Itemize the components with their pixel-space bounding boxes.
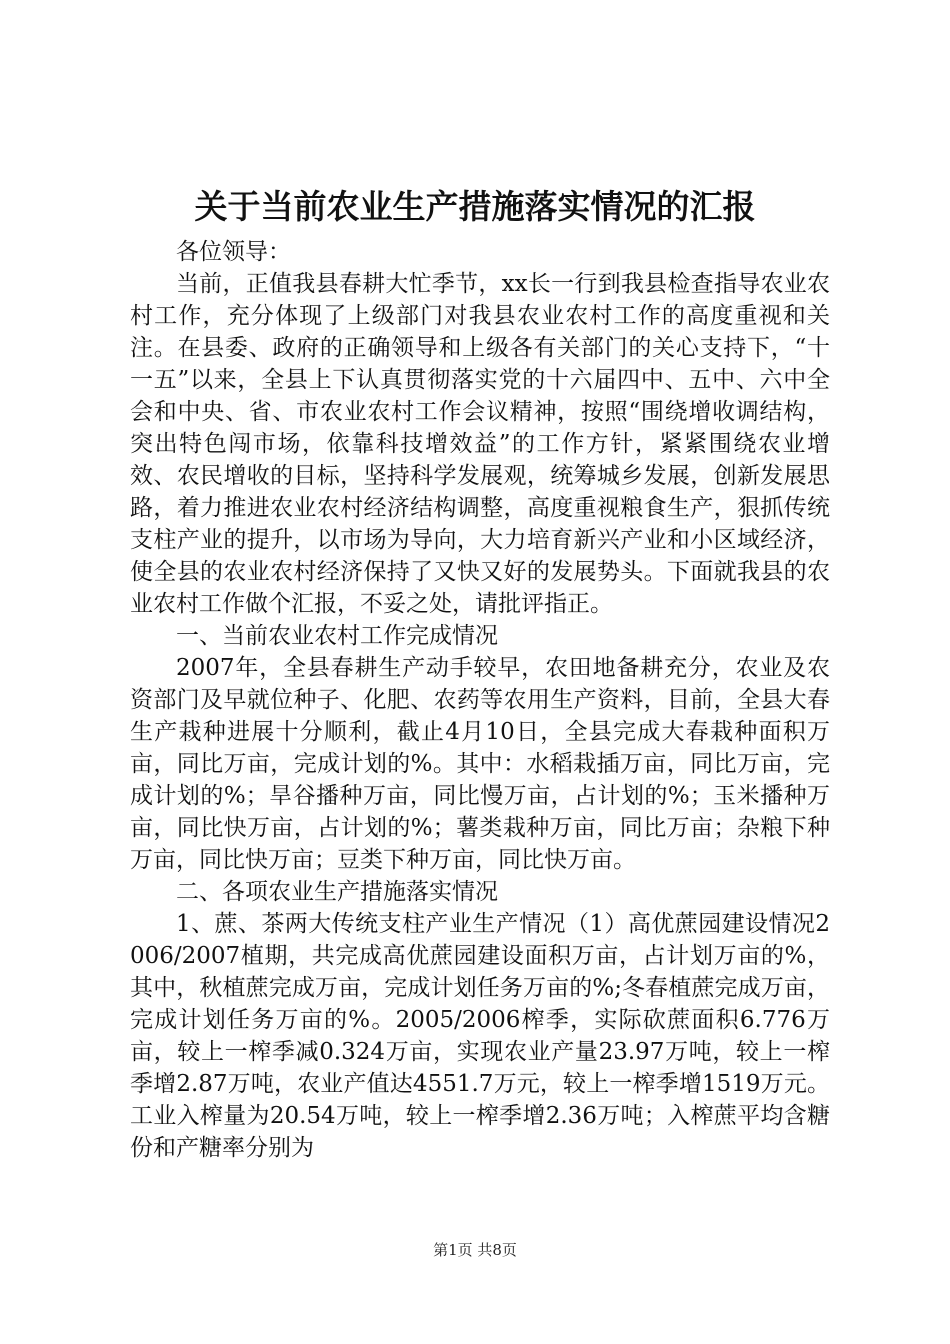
- document-title: 关于当前农业生产措施落实情况的汇报: [194, 187, 756, 226]
- document-body: [130, 236, 830, 1164]
- section-heading-1: 一、当前农业农村工作完成情况: [176, 623, 498, 649]
- page-footer: 第1页 共8页: [433, 1241, 517, 1259]
- salutation: 各位领导：: [176, 239, 291, 265]
- section-1-paragraph: 2007年，全县春耕生产动手较早，农田地备耕充分，农业及农资部门及早就位种子、化肥、农药等农用生产资料，目前，全县大春生产栽种进展十分顺利，截止4月10日，全县完成大春栽种面积万亩，同比万亩，完成计划的%。其中：水稻栽插万亩，同比万亩，完成计划的%；旱谷播种万亩，同比慢万亩，占计划的%；玉米播种万亩，同比快万亩，占计划的%；薯类栽种万亩，同比万亩；杂粮下种万亩，同比快万亩；豆类下种万亩，同比快万亩。: [130, 655, 830, 873]
- intro-paragraph: 当前，正值我县春耕大忙季节，xx长一行到我县检查指导农业农村工作，充分体现了上级部门对我县农业农村工作的高度重视和关注。在县委、政府的正确领导和上级各有关部门的关心支持下，“十一五”以来，全县上下认真贯彻落实党的十六届四中、五中、六中全会和中央、省、市农业农村工作会议精神，按照“围绕增收调结构，突出特色闯市场，依靠科技增效益”的工作方针，紧紧围绕农业增效、农民增收的目标，坚持科学发展观，统筹城乡发展，创新发展思路，着力推进农业农村经济结构调整，高度重视粮食生产，狠抓传统支柱产业的提升，以市场为导向，大力培育新兴产业和小区域经济，使全县的农业农村经济保持了又快又好的发展势头。下面就我县的农业农村工作做个汇报，不妥之处，请批评指正。: [130, 271, 830, 617]
- section-2-paragraph: 1、蔗、茶两大传统支柱产业生产情况（1）高优蔗园建设情况2006/2007植期，共完成高优蔗园建设面积万亩，占计划万亩的%，其中，秋植蔗完成万亩，完成计划任务万亩的%;冬春植蔗完成万亩，完成计划任务万亩的%。2005/2006榨季，实际砍蔗面积6.776万亩，较上一榨季减0.324万亩，实现农业产量23.97万吨，较上一榨季增2.87万吨，农业产值达4551.7万元，较上一榨季增1519万元。工业入榨量为20.54万吨，较上一榨季增2.36万吨；入榨蔗平均含糖份和产糖率分别为: [130, 911, 830, 1161]
- section-heading-2: 二、各项农业生产措施落实情况: [176, 879, 498, 905]
